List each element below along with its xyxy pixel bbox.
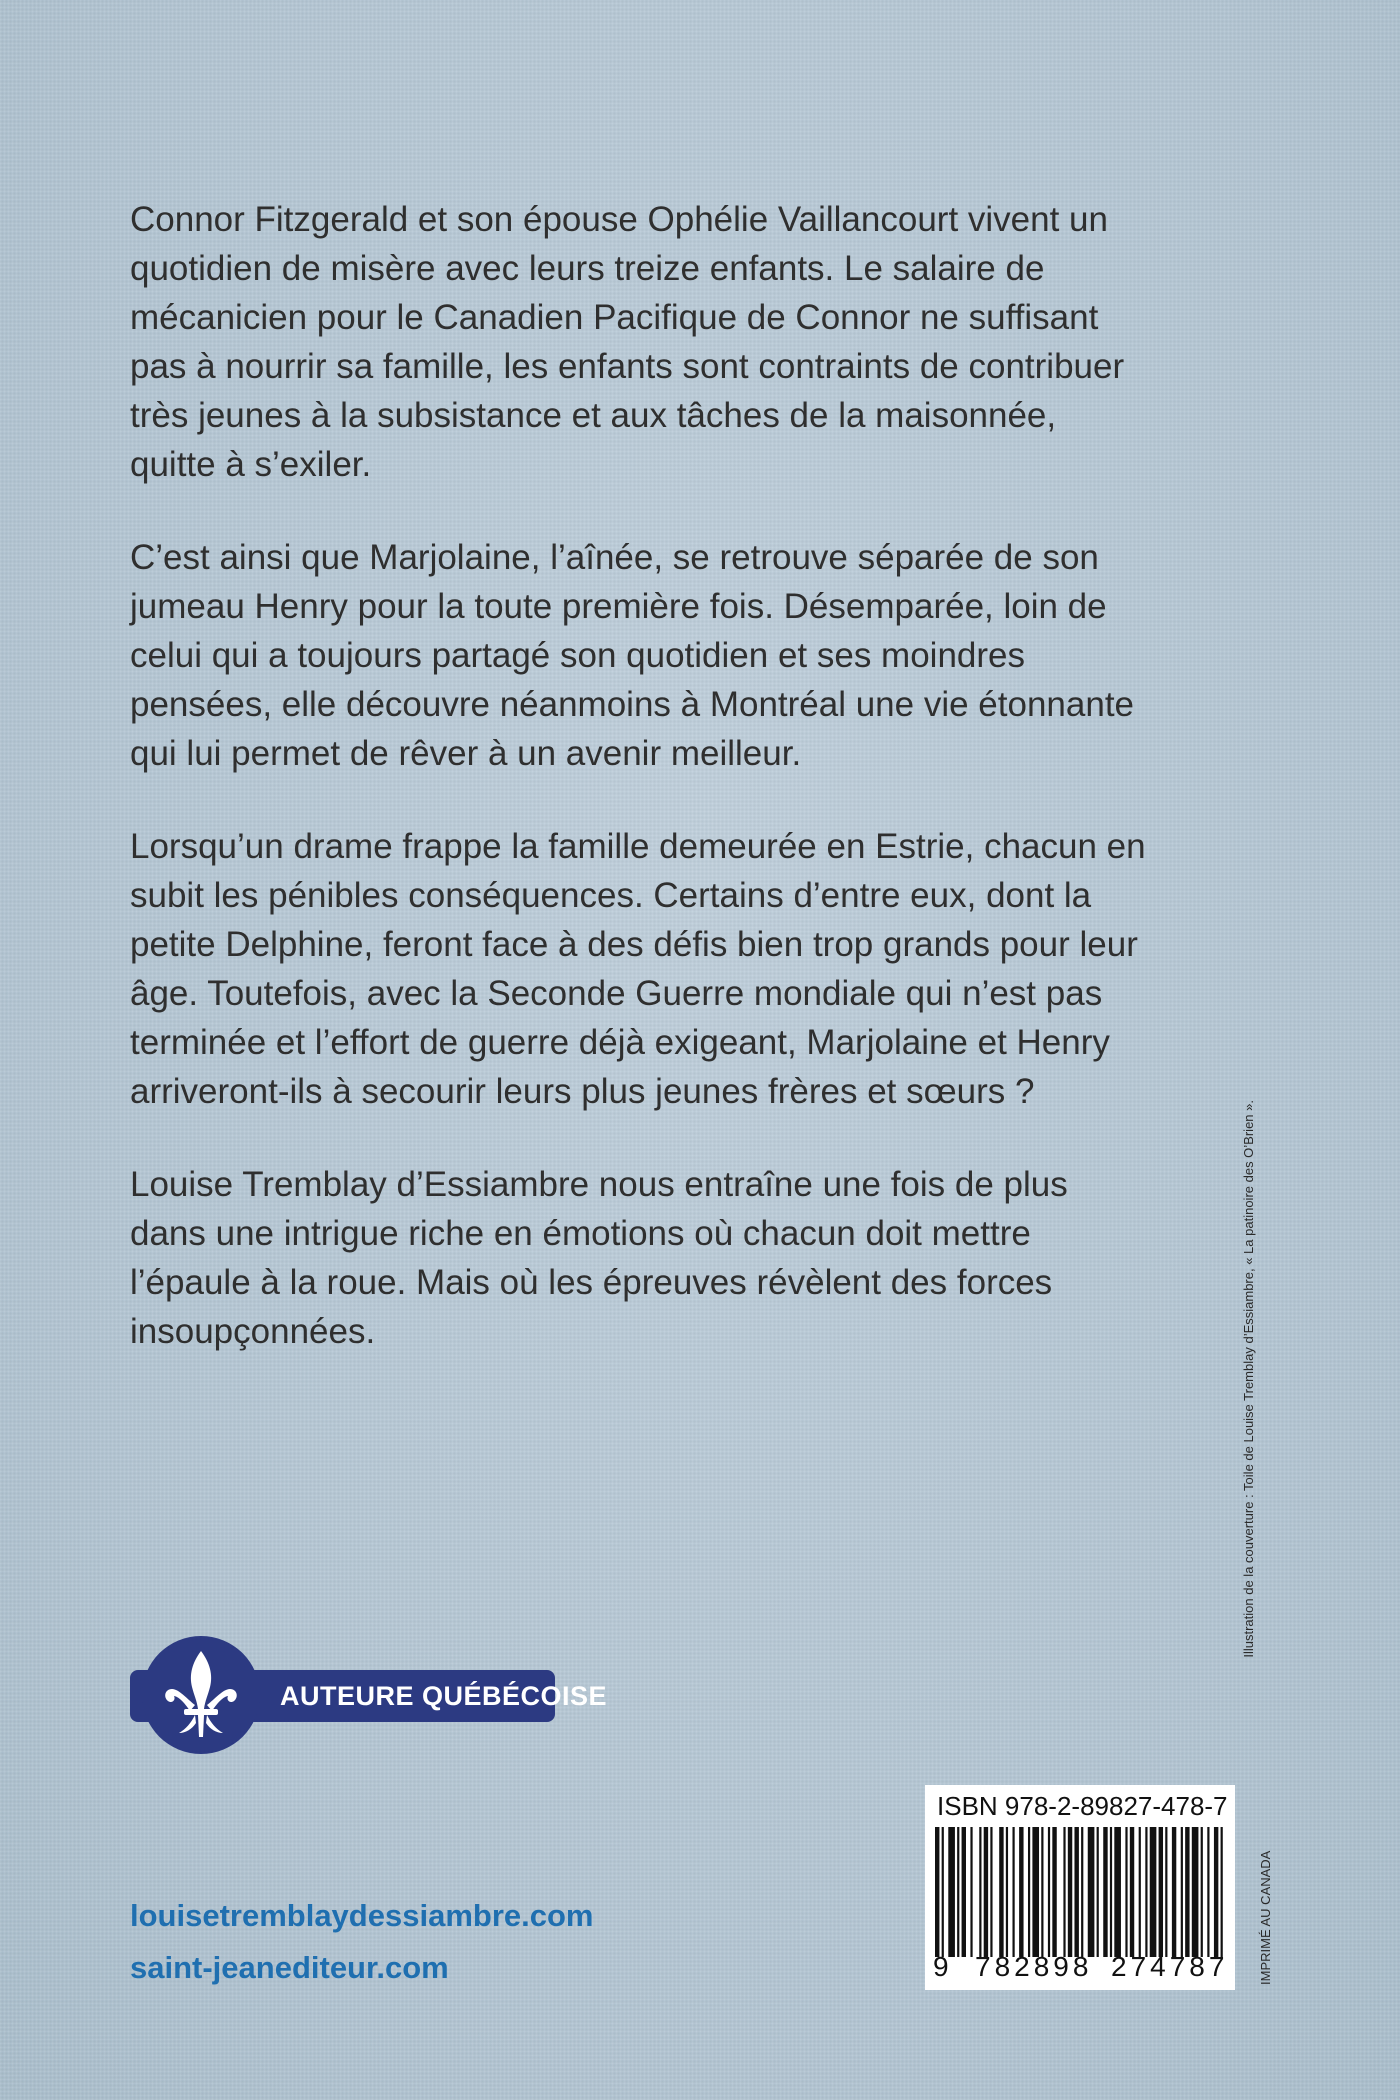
barcode-bar — [1130, 1827, 1134, 1957]
barcode-bar — [1185, 1827, 1189, 1957]
barcode-bar — [942, 1827, 944, 1957]
barcode-bar — [999, 1827, 1003, 1957]
barcode-digits-left: 782898 — [975, 1951, 1093, 1982]
barcode-bar — [1214, 1827, 1218, 1957]
barcode-bar — [1019, 1827, 1023, 1957]
isbn-barcode-box — [925, 1785, 1235, 1990]
book-blurb — [130, 195, 1150, 1400]
isbn-label: ISBN 978-2-89827-478-7 — [937, 1791, 1228, 1821]
barcode-bar — [970, 1827, 972, 1957]
barcode-digit-first: 9 — [933, 1951, 949, 1982]
barcode-bar — [1097, 1827, 1099, 1957]
barcode-image — [935, 1827, 1225, 1957]
barcode-bar — [1048, 1827, 1050, 1957]
website-links — [130, 1890, 593, 1994]
barcode-bar — [1063, 1827, 1065, 1957]
barcode-bar — [1028, 1827, 1030, 1957]
badge-emblem — [142, 1636, 260, 1754]
printed-in-canada: IMPRIMÉ AU CANADA — [1258, 1850, 1273, 1985]
barcode-bar — [1172, 1827, 1176, 1957]
barcode-bar — [948, 1827, 955, 1957]
barcode-bar — [957, 1827, 959, 1957]
blurb-paragraph-1: Connor Fitzgerald et son épouse Ophélie Vaillancourt vivent un quotidien de misère avec leurs treize enfants. Le salaire de mécanicien pour le Canadien Pacifique de Connor ne suffisant pas à nourrir sa famille, les enfants sont contraints de contribuer très jeunes à la subsistance et aux tâches de la maisonnée, quitte à s’exiler. — [130, 200, 1125, 484]
barcode-bar — [935, 1827, 939, 1957]
blurb-paragraph-3: Lorsqu’un drame frappe la famille demeurée en Estrie, chacun en subit les pénibles conséquences. Certains d’entre eux, dont la petite Delphine, feront face à des défis bien trop grands pour leur âge. Toutefois, avec la Seconde Guerre mondiale qui n’est pas terminée et l’effort de guerre déjà exigeant, Marjolaine et Henry arriveront-ils à secourir leurs plus jeunes frères et sœurs ? — [130, 827, 1146, 1111]
barcode-bar — [1221, 1827, 1223, 1957]
barcode-bar — [1114, 1827, 1121, 1957]
auteure-quebecoise-badge — [130, 1650, 608, 1740]
badge-label: AUTEURE QUÉBÉCOISE — [280, 1681, 608, 1711]
barcode-bar — [1052, 1827, 1056, 1957]
barcode-bar — [1110, 1827, 1112, 1957]
barcode-bar — [1201, 1827, 1203, 1957]
barcode-bar — [1103, 1827, 1107, 1957]
blurb-paragraph-4: Louise Tremblay d’Essiambre nous entraîne une fois de plus dans une intrigue riche en émotions où chacun doit mettre l’épaule à la roue. Mais où les épreuves révèlent des forces insoupçonnées. — [130, 1165, 1068, 1351]
barcode-bar — [962, 1827, 966, 1957]
barcode-bar — [1145, 1827, 1147, 1957]
barcode-bar — [1159, 1827, 1163, 1957]
barcode-bar — [1012, 1827, 1014, 1957]
barcode-bar — [1181, 1827, 1183, 1957]
barcode-bar — [1192, 1827, 1199, 1957]
barcode-bar — [1125, 1827, 1127, 1957]
barcode-bar — [979, 1827, 981, 1957]
barcode-bar — [1081, 1827, 1083, 1957]
barcode-bar — [990, 1827, 992, 1957]
barcode-bar — [1074, 1827, 1078, 1957]
barcode-bar — [1139, 1827, 1141, 1957]
barcode-bar — [1006, 1827, 1008, 1957]
barcode-bar — [1150, 1827, 1157, 1957]
publisher-website-link[interactable]: saint-jeanediteur.com — [130, 1950, 449, 1985]
author-website-link[interactable]: louisetremblaydessiambre.com — [130, 1898, 594, 1933]
barcode-bar — [1041, 1827, 1043, 1957]
cover-illustration-credit: Illustration de la couverture : Toile de Louise Tremblay d’Essiambre, « La patinoire des O’Brien ». — [1241, 1100, 1256, 1658]
fleur-de-lis-icon — [162, 1649, 240, 1741]
blurb-paragraph-2: C’est ainsi que Marjolaine, l’aînée, se retrouve séparée de son jumeau Henry pour la toute première fois. Désemparée, loin de celui qui a toujours partagé son quotidien et ses moindres pensées, elle découvre néanmoins à Montréal une vie étonnante qui lui permet de rêver à un avenir meilleur. — [130, 538, 1135, 773]
barcode-bar — [1207, 1827, 1209, 1957]
barcode-bar — [1032, 1827, 1039, 1957]
barcode-digits-right: 274787 — [1111, 1951, 1229, 1982]
barcode-bar — [1088, 1827, 1095, 1957]
barcode-bar — [1165, 1827, 1167, 1957]
barcode-bar — [1068, 1827, 1072, 1957]
barcode-bar — [984, 1827, 988, 1957]
